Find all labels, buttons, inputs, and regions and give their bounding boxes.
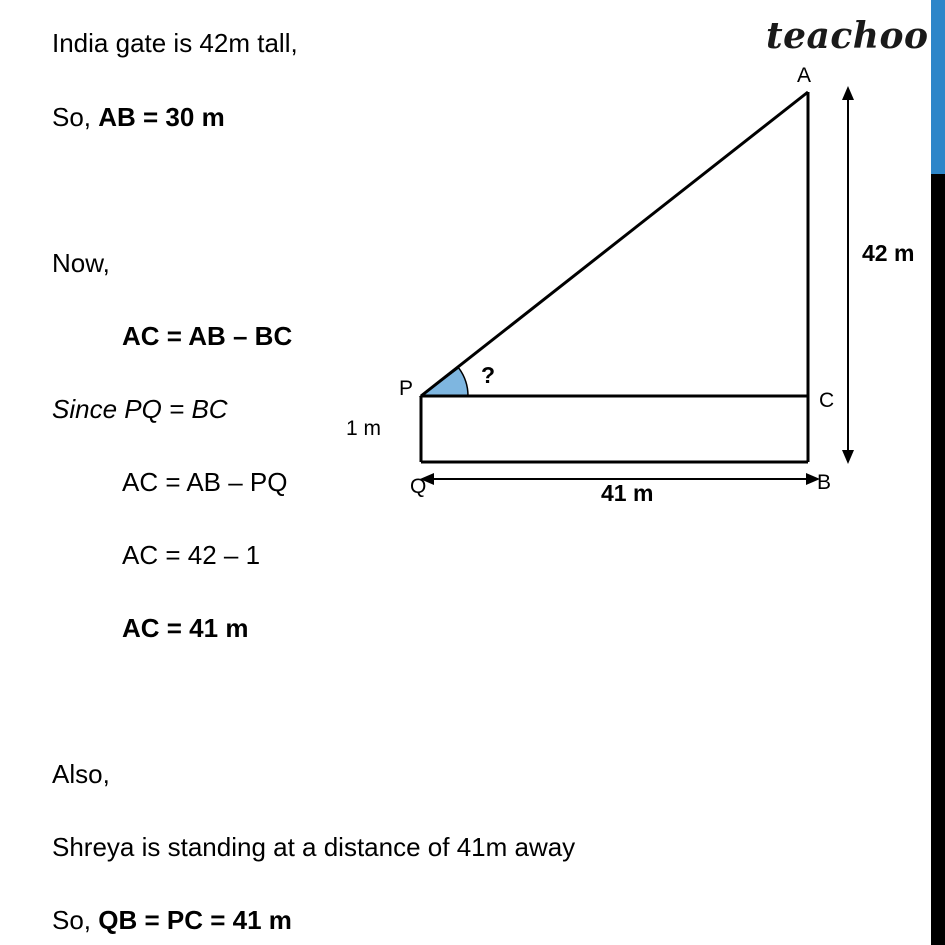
now-heading: Now, — [52, 248, 110, 278]
so-prefix-2: So, — [52, 905, 99, 935]
ab-value: AB = 30 m — [98, 102, 225, 132]
also-heading: Also, — [52, 759, 110, 789]
point-label-q: Q — [410, 475, 427, 498]
point-label-c: C — [819, 389, 835, 412]
height-arrowhead-top — [842, 86, 854, 100]
result-ac: AC = 41 m — [122, 613, 249, 643]
equation-ac-ab-pq: AC = AB – PQ — [122, 467, 288, 497]
pq-length-label: 1 m — [346, 417, 382, 440]
scrollbar-thumb[interactable] — [931, 0, 945, 174]
equation-ac-ab-bc: AC = AB – BC — [122, 321, 293, 351]
qb-pc-value: QB = PC = 41 m — [98, 905, 292, 935]
statement-distance: Shreya is standing at a distance of 41m away — [52, 832, 576, 862]
since-pq-bc: Since PQ = BC — [52, 394, 228, 424]
line-pa — [421, 92, 808, 396]
so-prefix: So, — [52, 102, 99, 132]
width-label: 41 m — [601, 480, 654, 506]
point-label-a: A — [797, 64, 812, 87]
statement-gate-height: India gate is 42m tall, — [52, 28, 298, 58]
height-arrowhead-bottom — [842, 450, 854, 464]
point-label-b: B — [817, 471, 832, 494]
equation-ac-42-1: AC = 42 – 1 — [122, 540, 261, 570]
teachoo-logo: teachoo — [766, 15, 929, 57]
angle-label: ? — [481, 362, 496, 388]
point-label-p: P — [399, 377, 414, 400]
height-label: 42 m — [862, 240, 915, 266]
